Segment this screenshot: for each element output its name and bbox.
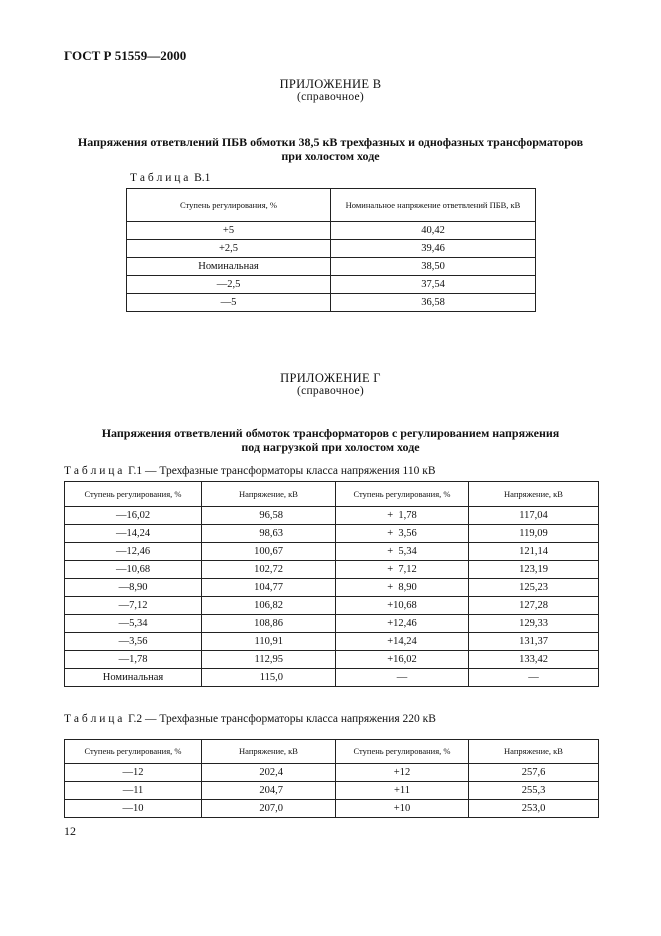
document-id: ГОСТ Р 51559—2000: [64, 48, 187, 63]
table-row: [65, 597, 599, 615]
appendix-g-title-block: [0, 372, 661, 398]
table-g1-cell: —5,34: [65, 615, 202, 633]
table-g1: [64, 481, 599, 687]
table-g1-cell: 119,09: [469, 525, 599, 543]
table-b1-header-voltage: Номинальное напряжение ответвлений ПБВ, кВ: [331, 189, 536, 222]
table-g1-cell: +12,46: [336, 615, 469, 633]
page-number: 12: [64, 824, 76, 838]
table-g1-cell: 112,95: [202, 651, 336, 669]
table-g1-cell: 106,82: [202, 597, 336, 615]
appendix-b-heading-line1: Напряжения ответвлений ПБВ обмотки 38,5 кВ трехфазных и однофазных трансформаторов: [77, 135, 584, 149]
table-g2-cell: +10: [336, 800, 469, 818]
table-g1-cell: —3,56: [65, 633, 202, 651]
table-b1-cell: 39,46: [331, 240, 536, 258]
table-g1-cell: 133,42: [469, 651, 599, 669]
table-g1-cell: + 3,56: [336, 525, 469, 543]
table-g1-caption-label: Т а б л и ц а Г.1: [64, 465, 143, 477]
table-g1-cell: —10,68: [65, 561, 202, 579]
table-g1-cell: 100,67: [202, 543, 336, 561]
table-g1-cell: 115,0: [202, 669, 336, 687]
appendix-b-title: ПРИЛОЖЕНИЕ В: [279, 77, 382, 91]
table-g2-cell: —12: [65, 764, 202, 782]
table-g1-cell: Номинальная: [65, 669, 202, 687]
appendix-g-title: ПРИЛОЖЕНИЕ Г: [280, 371, 381, 385]
appendix-g-subtitle: (справочное): [296, 385, 365, 397]
table-g1-cell: —1,78: [65, 651, 202, 669]
table-g1-header: Напряжение, кВ: [469, 482, 599, 507]
appendix-g-heading: [0, 426, 661, 454]
table-g1-caption: [64, 465, 435, 477]
table-g2-cell: 202,4: [202, 764, 336, 782]
table-g1-cell: 96,58: [202, 507, 336, 525]
table-row: [65, 543, 599, 561]
table-g1-cell: 117,04: [469, 507, 599, 525]
table-g2-header: Напряжение, кВ: [469, 740, 599, 764]
appendix-b-title-block: [0, 78, 661, 104]
table-g2-cell: +11: [336, 782, 469, 800]
table-g1-header: Ступень регулирования, %: [336, 482, 469, 507]
table-g1-header: Напряжение, кВ: [202, 482, 336, 507]
table-g2-cell: 257,6: [469, 764, 599, 782]
table-row: [127, 294, 536, 312]
table-b1-cell: +5: [127, 222, 331, 240]
appendix-b-heading-line2: при холостом ходе: [281, 149, 380, 163]
table-row: [127, 258, 536, 276]
table-g2-cell: 253,0: [469, 800, 599, 818]
table-g1-cell: 121,14: [469, 543, 599, 561]
table-b1: [126, 188, 536, 312]
table-row: [65, 507, 599, 525]
table-g1-cell: +10,68: [336, 597, 469, 615]
table-g1-cell: 123,19: [469, 561, 599, 579]
table-b1-header-step: Ступень регулирования, %: [127, 189, 331, 222]
table-row: [65, 579, 599, 597]
table-g2-cell: 207,0: [202, 800, 336, 818]
table-g1-cell: —: [336, 669, 469, 687]
table-g2-caption-text: — Трехфазные трансформаторы класса напряжения 220 кВ: [142, 713, 436, 725]
table-g2-caption: [64, 713, 436, 725]
table-row: [65, 633, 599, 651]
table-g1-cell: —7,12: [65, 597, 202, 615]
table-g1-cell: 110,91: [202, 633, 336, 651]
table-g1-cell: —16,02: [65, 507, 202, 525]
table-g1-cell: 125,23: [469, 579, 599, 597]
table-b1-cell: 40,42: [331, 222, 536, 240]
table-g2-header: Ступень регулирования, %: [65, 740, 202, 764]
table-row: [65, 764, 599, 782]
table-g2-cell: 255,3: [469, 782, 599, 800]
table-g1-cell: +14,24: [336, 633, 469, 651]
table-g2-caption-label: Т а б л и ц а Г.2: [64, 713, 143, 725]
table-row: [127, 222, 536, 240]
table-g2-cell: —10: [65, 800, 202, 818]
table-g2-header: Ступень регулирования, %: [336, 740, 469, 764]
table-b1-cell: +2,5: [127, 240, 331, 258]
table-g1-cell: + 8,90: [336, 579, 469, 597]
table-g1-cell: + 5,34: [336, 543, 469, 561]
appendix-b-heading: [0, 135, 661, 163]
table-row: [65, 800, 599, 818]
table-b1-cell: —5: [127, 294, 331, 312]
table-row: [65, 615, 599, 633]
table-g1-cell: + 1,78: [336, 507, 469, 525]
table-g1-caption-text: — Трехфазные трансформаторы класса напряжения 110 кВ: [142, 465, 436, 477]
table-g2-header: Напряжение, кВ: [202, 740, 336, 764]
table-row: [65, 561, 599, 579]
table-g1-cell: 98,63: [202, 525, 336, 543]
table-b1-cell: —2,5: [127, 276, 331, 294]
table-row: [65, 782, 599, 800]
table-g1-cell: 108,86: [202, 615, 336, 633]
table-g2-cell: —11: [65, 782, 202, 800]
table-g1-cell: 127,28: [469, 597, 599, 615]
table-g1-cell: 129,33: [469, 615, 599, 633]
table-b1-cell: 37,54: [331, 276, 536, 294]
table-g1-cell: —12,46: [65, 543, 202, 561]
table-g1-cell: —8,90: [65, 579, 202, 597]
table-g1-header: Ступень регулирования, %: [65, 482, 202, 507]
table-g1-cell: +16,02: [336, 651, 469, 669]
table-row: [127, 276, 536, 294]
table-g1-cell: + 7,12: [336, 561, 469, 579]
table-b1-cell: 38,50: [331, 258, 536, 276]
table-g2: [64, 739, 599, 818]
appendix-b-subtitle: (справочное): [296, 91, 365, 103]
table-row: [65, 525, 599, 543]
table-b1-cell: 36,58: [331, 294, 536, 312]
table-row: [65, 651, 599, 669]
table-g1-cell: 102,72: [202, 561, 336, 579]
table-g1-cell: —14,24: [65, 525, 202, 543]
table-g2-cell: 204,7: [202, 782, 336, 800]
appendix-g-heading-line2: под нагрузкой при холостом ходе: [241, 440, 420, 454]
table-b1-caption: Т а б л и ц а В.1: [130, 172, 211, 184]
table-g1-cell: 131,37: [469, 633, 599, 651]
table-g1-cell: —: [469, 669, 599, 687]
appendix-g-heading-line1: Напряжения ответвлений обмоток трансформаторов с регулированием напряжения: [101, 426, 560, 440]
table-row: [127, 240, 536, 258]
table-row: [65, 669, 599, 687]
table-g1-cell: 104,77: [202, 579, 336, 597]
table-b1-cell: Номинальная: [127, 258, 331, 276]
table-g2-cell: +12: [336, 764, 469, 782]
